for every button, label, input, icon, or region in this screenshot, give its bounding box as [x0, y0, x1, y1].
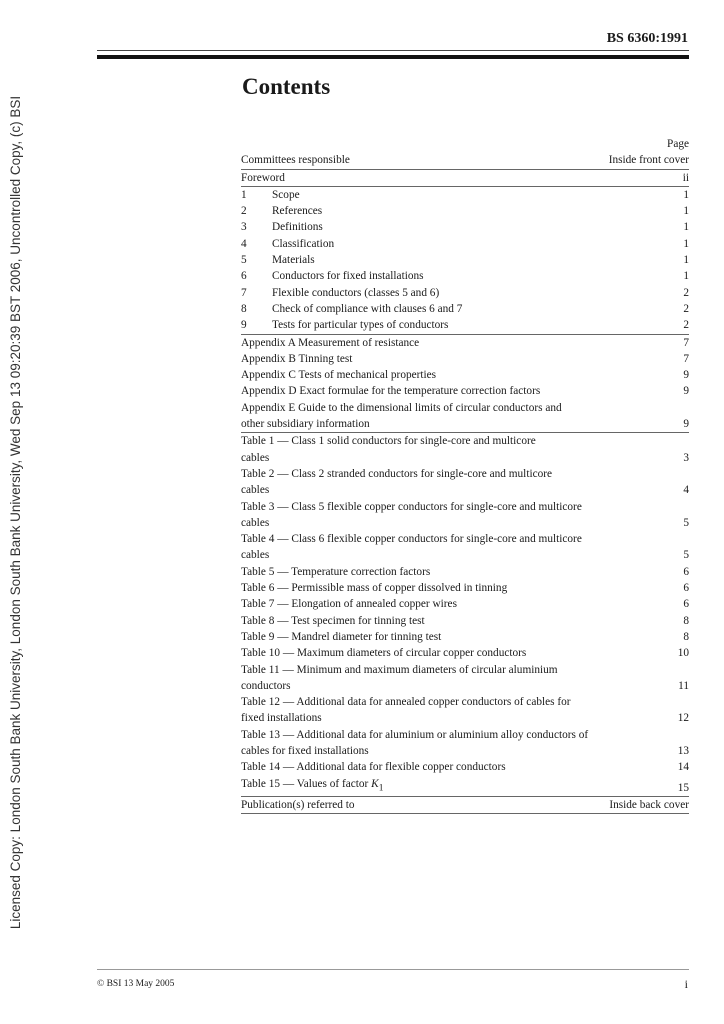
toc-entry-appendix[interactable] — [241, 383, 689, 399]
toc-entry-clause[interactable] — [241, 317, 689, 333]
tables-section — [241, 432, 689, 796]
toc-entry-table[interactable] — [241, 531, 689, 564]
toc-entry-table[interactable] — [241, 564, 689, 580]
clause-number: 6 — [241, 270, 247, 283]
toc-entry-table[interactable] — [241, 580, 689, 596]
toc-entry-label: Check of compliance with clauses 6 and 7 — [272, 302, 463, 315]
clauses-section — [241, 187, 689, 334]
toc-entry-page: 1 — [683, 270, 689, 283]
toc-entry-appendix[interactable] — [241, 335, 689, 351]
toc-entry-clause[interactable] — [241, 285, 689, 301]
toc-entry-page: 7 — [683, 336, 689, 349]
clause-number: 9 — [241, 319, 247, 332]
toc-entry-label: Appendix A Measurement of resistance — [241, 336, 420, 349]
toc-entry-page: 1 — [683, 188, 689, 201]
toc-entry-appendix[interactable] — [241, 351, 689, 367]
toc-entry-page: Inside front cover — [608, 154, 689, 167]
toc-entry-label: Table 11 — Minimum and maximum diameters of circular aluminium conductors — [241, 663, 558, 692]
appendices-section — [241, 334, 689, 433]
toc-entry-label: Table 9 — Mandrel diameter for tinning test — [241, 630, 442, 643]
toc-entry-label: Materials — [272, 254, 315, 267]
standard-number: BS 6360:1991 — [606, 31, 688, 46]
footer-copyright: © BSI 13 May 2005 — [97, 979, 175, 989]
toc-entry-page: 8 — [683, 614, 689, 627]
toc-entry-label: Flexible conductors (classes 5 and 6) — [272, 286, 440, 299]
toc-entry-label: Committees responsible — [241, 154, 350, 167]
toc-entry-committees[interactable] — [241, 152, 689, 168]
toc-entry-page: 1 — [683, 205, 689, 218]
watermark-text: Licensed Copy: London South Bank University, London South Bank University, Wed Sep 13 09:20:39 BST 2006, Uncontrolled Copy, (c) BSI — [8, 95, 24, 929]
toc-entry-clause[interactable] — [241, 252, 689, 268]
toc-entry-clause[interactable] — [241, 236, 689, 252]
toc-entry-page: 8 — [683, 630, 689, 643]
clause-number: 5 — [241, 254, 247, 267]
toc-entry-page: 6 — [683, 565, 689, 578]
clause-number: 3 — [241, 221, 247, 234]
toc-entry-page: 9 — [683, 385, 689, 398]
toc-entry-page: 14 — [677, 761, 689, 774]
toc-entry-table[interactable] — [241, 776, 689, 797]
toc-entry-appendix[interactable] — [241, 400, 689, 433]
toc-entry-label: Classification — [272, 237, 335, 250]
footer-page-number: i — [684, 977, 688, 991]
toc-entry-label: References — [272, 205, 323, 218]
footer-rule — [97, 969, 689, 970]
toc-entry-page: 7 — [683, 352, 689, 365]
toc-entry-table[interactable] — [241, 596, 689, 612]
licence-watermark — [2, 0, 30, 1024]
toc-entry-clause[interactable] — [241, 203, 689, 219]
header-rule-thick — [97, 55, 689, 59]
toc-entry-label: Appendix B Tinning test — [241, 352, 353, 365]
toc-entry-label — [241, 776, 391, 797]
clause-number: 7 — [241, 286, 247, 299]
clause-number: 1 — [241, 188, 247, 201]
toc-entry-clause[interactable] — [241, 187, 689, 203]
page-column-heading: Page — [667, 138, 689, 150]
toc-entry-label: Table 12 — Additional data for annealed copper conductors of cables for fixed installations — [241, 696, 571, 725]
toc-entry-label: Table 2 — Class 2 stranded conductors for single-core and multicore cables — [241, 467, 553, 497]
toc-entry-label: Table 14 — Additional data for flexible copper conductors — [241, 761, 506, 774]
toc-entry-page: 3 — [683, 451, 689, 464]
toc-entry-clause[interactable] — [241, 301, 689, 317]
table-of-contents — [241, 136, 689, 814]
toc-entry-table[interactable] — [241, 662, 689, 695]
toc-entry-label: Conductors for fixed installations — [272, 270, 424, 283]
toc-entry-label: Table 7 — Elongation of annealed copper wires — [241, 598, 457, 611]
toc-entry-label: Table 8 — Test specimen for tinning test — [241, 614, 425, 627]
page-title: Contents — [242, 74, 331, 99]
toc-entry-page: 11 — [678, 679, 689, 692]
toc-entry-label: Table 6 — Permissible mass of copper dissolved in tinning — [241, 582, 508, 595]
toc-entry-page: Inside back cover — [609, 799, 689, 812]
toc-entry-appendix[interactable] — [241, 367, 689, 383]
toc-entry-page: 15 — [677, 781, 689, 794]
toc-entry-page: 12 — [677, 712, 689, 725]
toc-entry-label: Table 3 — Class 5 flexible copper conductors for single-core and multicore cables — [241, 500, 582, 529]
toc-entry-label: Definitions — [272, 221, 323, 234]
clause-number: 4 — [241, 237, 247, 250]
toc-entry-label: Publication(s) referred to — [241, 799, 355, 812]
toc-entry-page: 6 — [683, 582, 689, 595]
label-text: Table 15 — Values of factor — [241, 777, 372, 790]
toc-entry-publications[interactable] — [241, 796, 689, 814]
toc-entry-page: 9 — [683, 369, 689, 382]
toc-entry-table[interactable] — [241, 499, 689, 532]
clause-number: 8 — [241, 302, 247, 315]
toc-entry-clause[interactable] — [241, 219, 689, 235]
toc-entry-table[interactable] — [241, 433, 689, 466]
clause-number: 2 — [241, 205, 247, 218]
toc-entry-label: Table 4 — Class 6 flexible copper conductors for single-core and multicore cables — [241, 533, 582, 562]
toc-entry-table[interactable] — [241, 727, 689, 760]
toc-entry-label: Table 13 — Additional data for aluminium or aluminium alloy conductors of cables for fixed installations — [241, 728, 589, 757]
toc-entry-table[interactable] — [241, 694, 689, 727]
toc-entry-page: 1 — [683, 237, 689, 250]
toc-entry-page: 4 — [683, 484, 689, 497]
factor-subscript: 1 — [378, 782, 384, 793]
toc-entry-label: Table 5 — Temperature correction factors — [241, 565, 431, 578]
toc-entry-page: 5 — [683, 516, 689, 529]
toc-entry-table[interactable] — [241, 466, 689, 499]
toc-entry-page: 10 — [677, 647, 689, 660]
toc-entry-label: Foreword — [241, 171, 285, 184]
toc-entry-page: 2 — [683, 286, 689, 299]
toc-entry-clause[interactable] — [241, 268, 689, 284]
toc-entry-page: 2 — [683, 319, 689, 332]
toc-entry-page: 13 — [677, 744, 689, 757]
toc-entry-table[interactable] — [241, 645, 689, 661]
toc-entry-label: Scope — [272, 188, 300, 201]
toc-entry-page: 2 — [683, 302, 689, 315]
toc-entry-page: 1 — [683, 221, 689, 234]
toc-entry-table[interactable] — [241, 629, 689, 645]
toc-entry-page: 6 — [683, 598, 689, 611]
toc-entry-label: Appendix E Guide to the dimensional limits of circular conductors and other subsidiary information — [241, 401, 562, 431]
factor-symbol: K — [371, 777, 379, 790]
toc-entry-table[interactable] — [241, 759, 689, 775]
toc-entry-foreword[interactable] — [241, 169, 689, 187]
toc-entry-page: 1 — [683, 254, 689, 267]
toc-entry-page: 5 — [683, 549, 689, 562]
toc-entry-label: Table 10 — Maximum diameters of circular copper conductors — [241, 647, 527, 660]
toc-entry-page: ii — [682, 171, 689, 184]
toc-entry-label: Tests for particular types of conductors — [272, 319, 449, 332]
toc-entry-label: Appendix D Exact formulae for the temperature correction factors — [241, 385, 541, 398]
toc-entry-label: Appendix C Tests of mechanical properties — [241, 369, 437, 382]
header-rule-thin — [97, 50, 689, 51]
toc-entry-page: 9 — [683, 418, 689, 431]
toc-entry-table[interactable] — [241, 613, 689, 629]
toc-entry-label: Table 1 — Class 1 solid conductors for single-core and multicore cables — [241, 435, 536, 464]
